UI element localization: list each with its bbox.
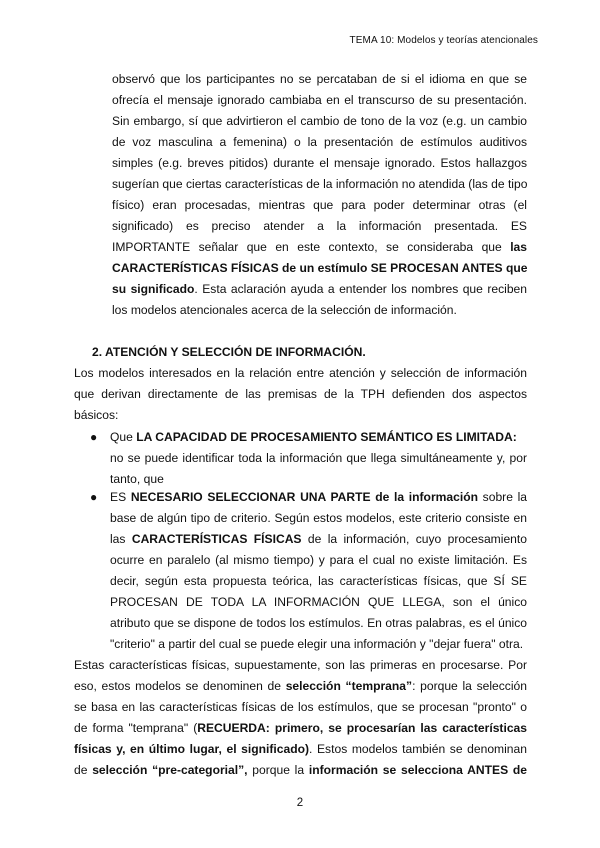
text-span: . Estos modelos también se denominan [309,742,527,756]
page-number: 2 [296,797,304,809]
text-span: . Esta aclaración ayuda a entender los nombres que reciben [194,282,528,296]
text-line [110,490,527,504]
text-line [110,532,527,546]
bullet-icon: ● [90,430,98,444]
text-line: sugerían que ciertas características de la información no atendida (las de tipo [112,177,528,191]
text-span: eso, estos modelos se denominen de [74,679,286,693]
text-span: ES [110,490,131,504]
text-span: de [74,763,93,777]
section-heading: 2. ATENCIÓN Y SELECCIÓN DE INFORMACIÓN. [92,345,366,359]
text-line [74,721,527,735]
text-line: físico) eran procesadas, mientras que para poder determinar otras (el [112,198,527,212]
text-span: porque la [247,763,309,777]
text-line-bold: CARACTERÍSTICAS FÍSICAS de un estímulo SE PROCESAN ANTES que [112,261,528,275]
bold-span: información se selecciona ANTES de [308,763,528,777]
bold-span: físicas y, en último lugar, el significado) [74,742,310,756]
text-line: decir, según esta propuesta teórica, las características físicas, que SÍ SE [110,574,527,588]
text-line [110,430,517,444]
bold-span: las [510,240,527,254]
text-line: de voz masculina a femenina) o la presentación de estímulos auditivos [112,135,527,149]
text-line: básicos: [74,408,119,422]
text-line: ofrecía el mensaje ignorado cambiaba en el transcurso de su presentación. [112,93,527,107]
text-line [74,763,527,777]
text-line: "criterio" a partir del cual se puede elegir una información y "dejar fuera" otra. [110,637,524,651]
text-line: observó que los participantes no se percataban de si el idioma en que se [112,72,527,86]
text-line [74,742,527,756]
text-line: Los modelos interesados en la relación entre atención y selección de información [74,366,527,380]
bold-span: selección “pre-categorial”, [92,763,248,777]
text-line: Sin embargo, sí que advirtieron el cambio de tono de la voz (e.g. un cambio [112,114,527,128]
text-line: Estas características físicas, supuestamente, son las primeras en procesarse. Por [74,658,527,672]
text-span: de la información, cuyo procesamiento [301,532,527,546]
text-span: sobre la [478,490,527,504]
text-line [112,282,527,296]
text-line: tanto, que [110,472,164,486]
text-span: IMPORTANTE señalar que en este contexto, se consideraba que [112,240,511,254]
bold-span: RECUERDA: primero, se procesarían las características [197,721,527,735]
text-line: que derivan directamente de las premisas de la TPH defienden dos aspectos [74,387,527,401]
text-line: significado) es preciso atender a la información presentada. ES [112,219,527,233]
bold-span: selección “temprana” [285,679,413,693]
text-span: : porque la selección [412,679,527,693]
bold-span: su significado [112,282,195,296]
page-header: TEMA 10: Modelos y teorías atencionales [349,35,538,46]
text-span: Que [110,430,137,444]
text-line: se basa en las características físicas de los estímulos, que se procesan "pronto" o [74,700,527,714]
text-span: las [110,532,132,546]
bold-span: CARACTERÍSTICAS FÍSICAS [131,532,302,546]
bold-span: LA CAPACIDAD DE PROCESAMIENTO SEMÁNTICO ES LIMITADA: [136,430,517,444]
text-line: base de algún tipo de criterio. Según estos modelos, este criterio consiste en [110,511,527,525]
text-line: atributo que se dispone de todos los estímulos. En otras palabras, es el único [110,616,527,630]
text-line: los modelos atencionales acerca de la selección de información. [112,303,457,317]
bold-span: NECESARIO SELECCIONAR UNA PARTE de la información [130,490,478,504]
text-line: ocurre en paralelo (al mismo tiempo) y para el cual no existe limitación. Es [110,553,527,567]
text-line: PROCESAN DE TODA LA INFORMACIÓN QUE LLEGA, son el único [110,595,527,609]
text-line: no se puede identificar toda la información que llega simultáneamente y, por [110,451,527,465]
text-line: simples (e.g. breves pitidos) durante el mensaje ignorado. Estos hallazgos [112,156,527,170]
bullet-icon: ● [90,490,98,504]
text-span: de forma "temprana" ( [74,721,198,735]
text-line [74,679,527,693]
text-line [112,240,527,254]
